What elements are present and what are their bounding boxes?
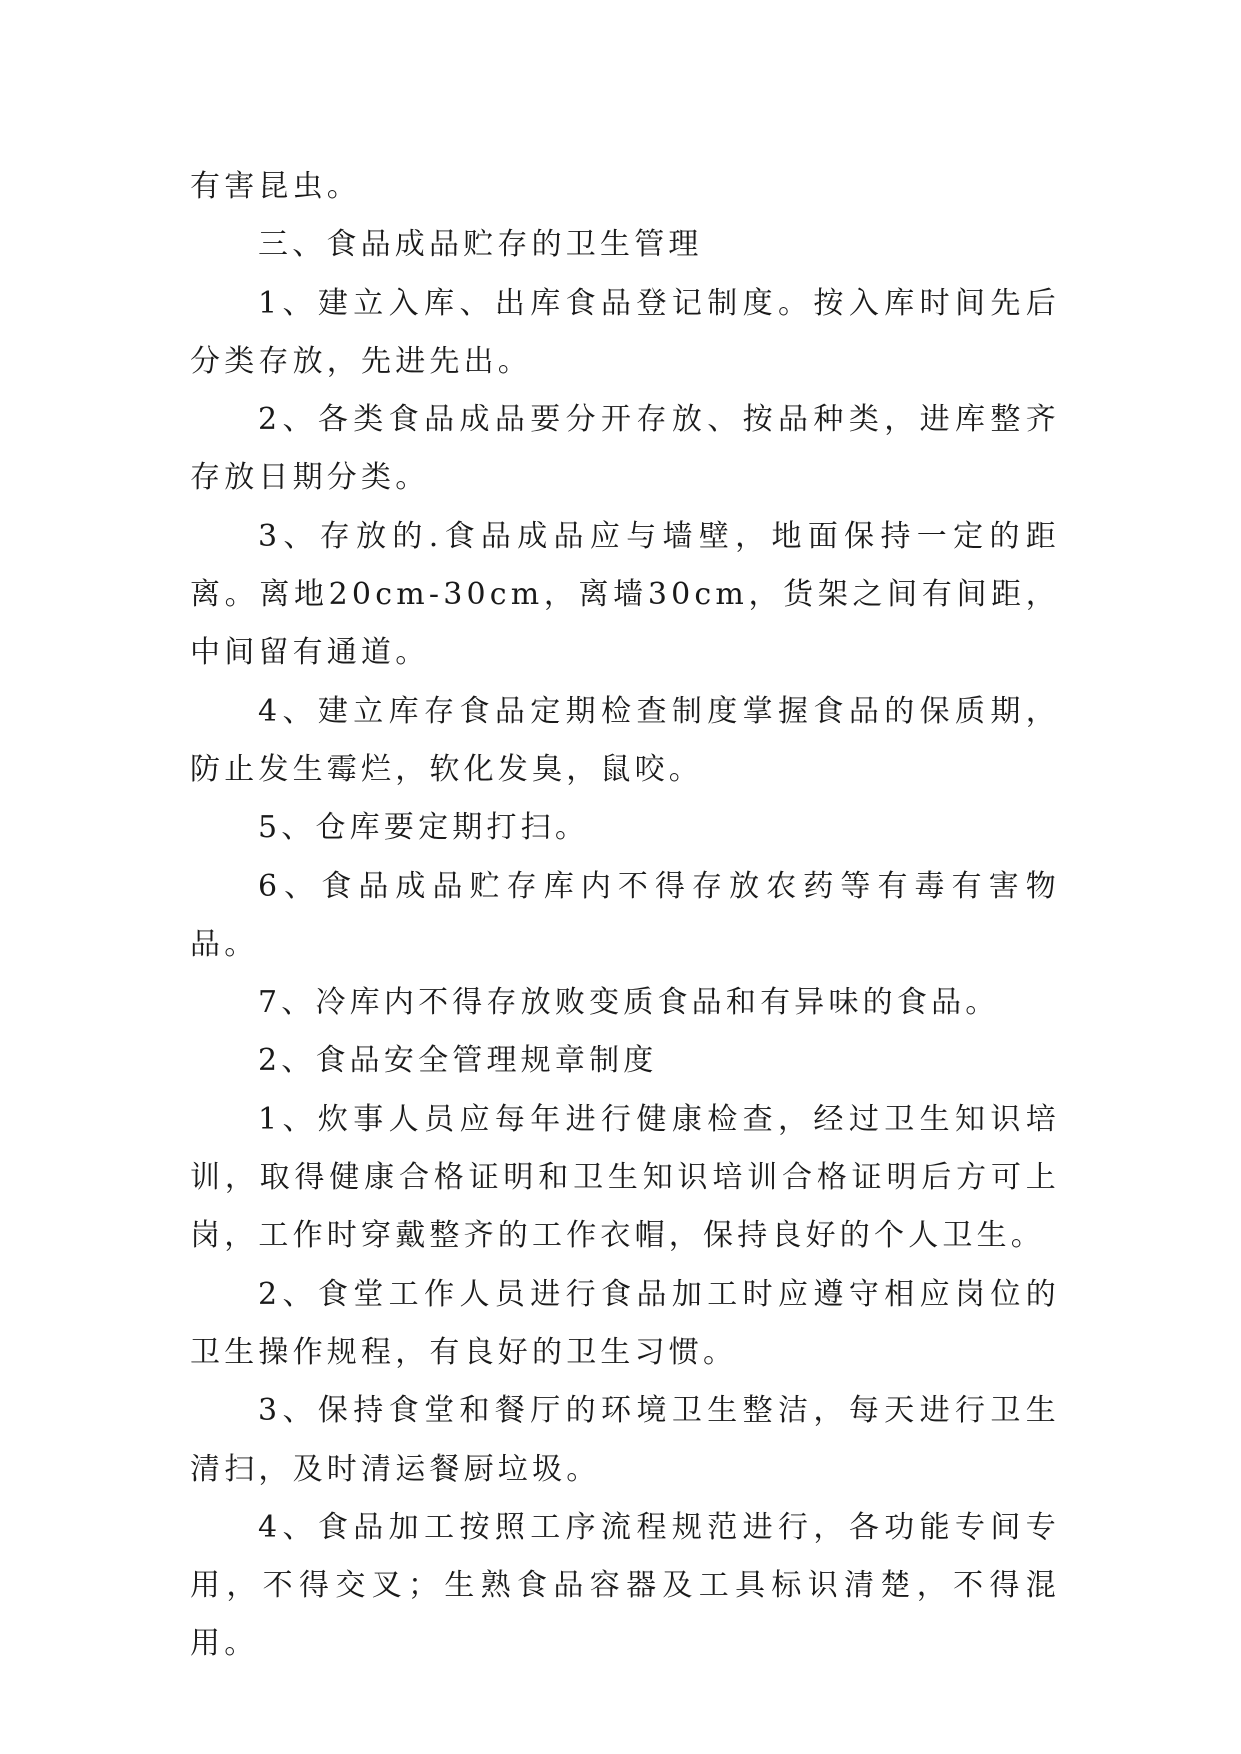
section-heading-food-safety-rules: 2、食品安全管理规章制度 — [258, 1043, 658, 1079]
paragraph-item-7: 7、冷库内不得存放败变质食品和有异味的食品。 — [258, 985, 1000, 1021]
paragraph-item-1: 1、建立入库、出库食品登记制度。按入库时间先后分类存放，先进先出。 — [190, 285, 1060, 379]
paragraph-item-4: 4、建立库存食品定期检查制度掌握食品的保质期，防止发生霉烂，软化发臭，鼠咬。 — [190, 693, 1060, 787]
paragraph-item-3: 3、存放的.食品成品应与墙壁，地面保持一定的距离。离地20cm-30cm，离墙30cm，货架之间有间距，中间留有通道。 — [190, 518, 1060, 671]
paragraph-item-5: 5、仓库要定期打扫。 — [258, 810, 590, 846]
paragraph-rule-3: 3、保持食堂和餐厅的环境卫生整洁，每天进行卫生清扫，及时清运餐厨垃圾。 — [190, 1393, 1060, 1487]
paragraph-rule-2: 2、食堂工作人员进行食品加工时应遵守相应岗位的卫生操作规程，有良好的卫生习惯。 — [190, 1276, 1060, 1370]
paragraph-item-2: 2、各类食品成品要分开存放、按品种类，进库整齐存放日期分类。 — [190, 402, 1060, 496]
paragraph-rule-1: 1、炊事人员应每年进行健康检查，经过卫生知识培训，取得健康合格证明和卫生知识培训合格证明后方可上岗，工作时穿戴整齐的工作衣帽，保持良好的个人卫生。 — [190, 1101, 1060, 1254]
paragraph-continuation: 有害昆虫。 — [190, 169, 361, 204]
paragraph-rule-4: 4、食品加工按照工序流程规范进行，各功能专间专用，不得交叉；生熟食品容器及工具标识清楚，不得混用。 — [190, 1509, 1060, 1662]
document-body — [190, 158, 1060, 1674]
section-heading-finished-food-storage: 三、食品成品贮存的卫生管理 — [258, 227, 703, 263]
paragraph-item-6: 6、食品成品贮存库内不得存放农药等有毒有害物品。 — [190, 868, 1060, 962]
